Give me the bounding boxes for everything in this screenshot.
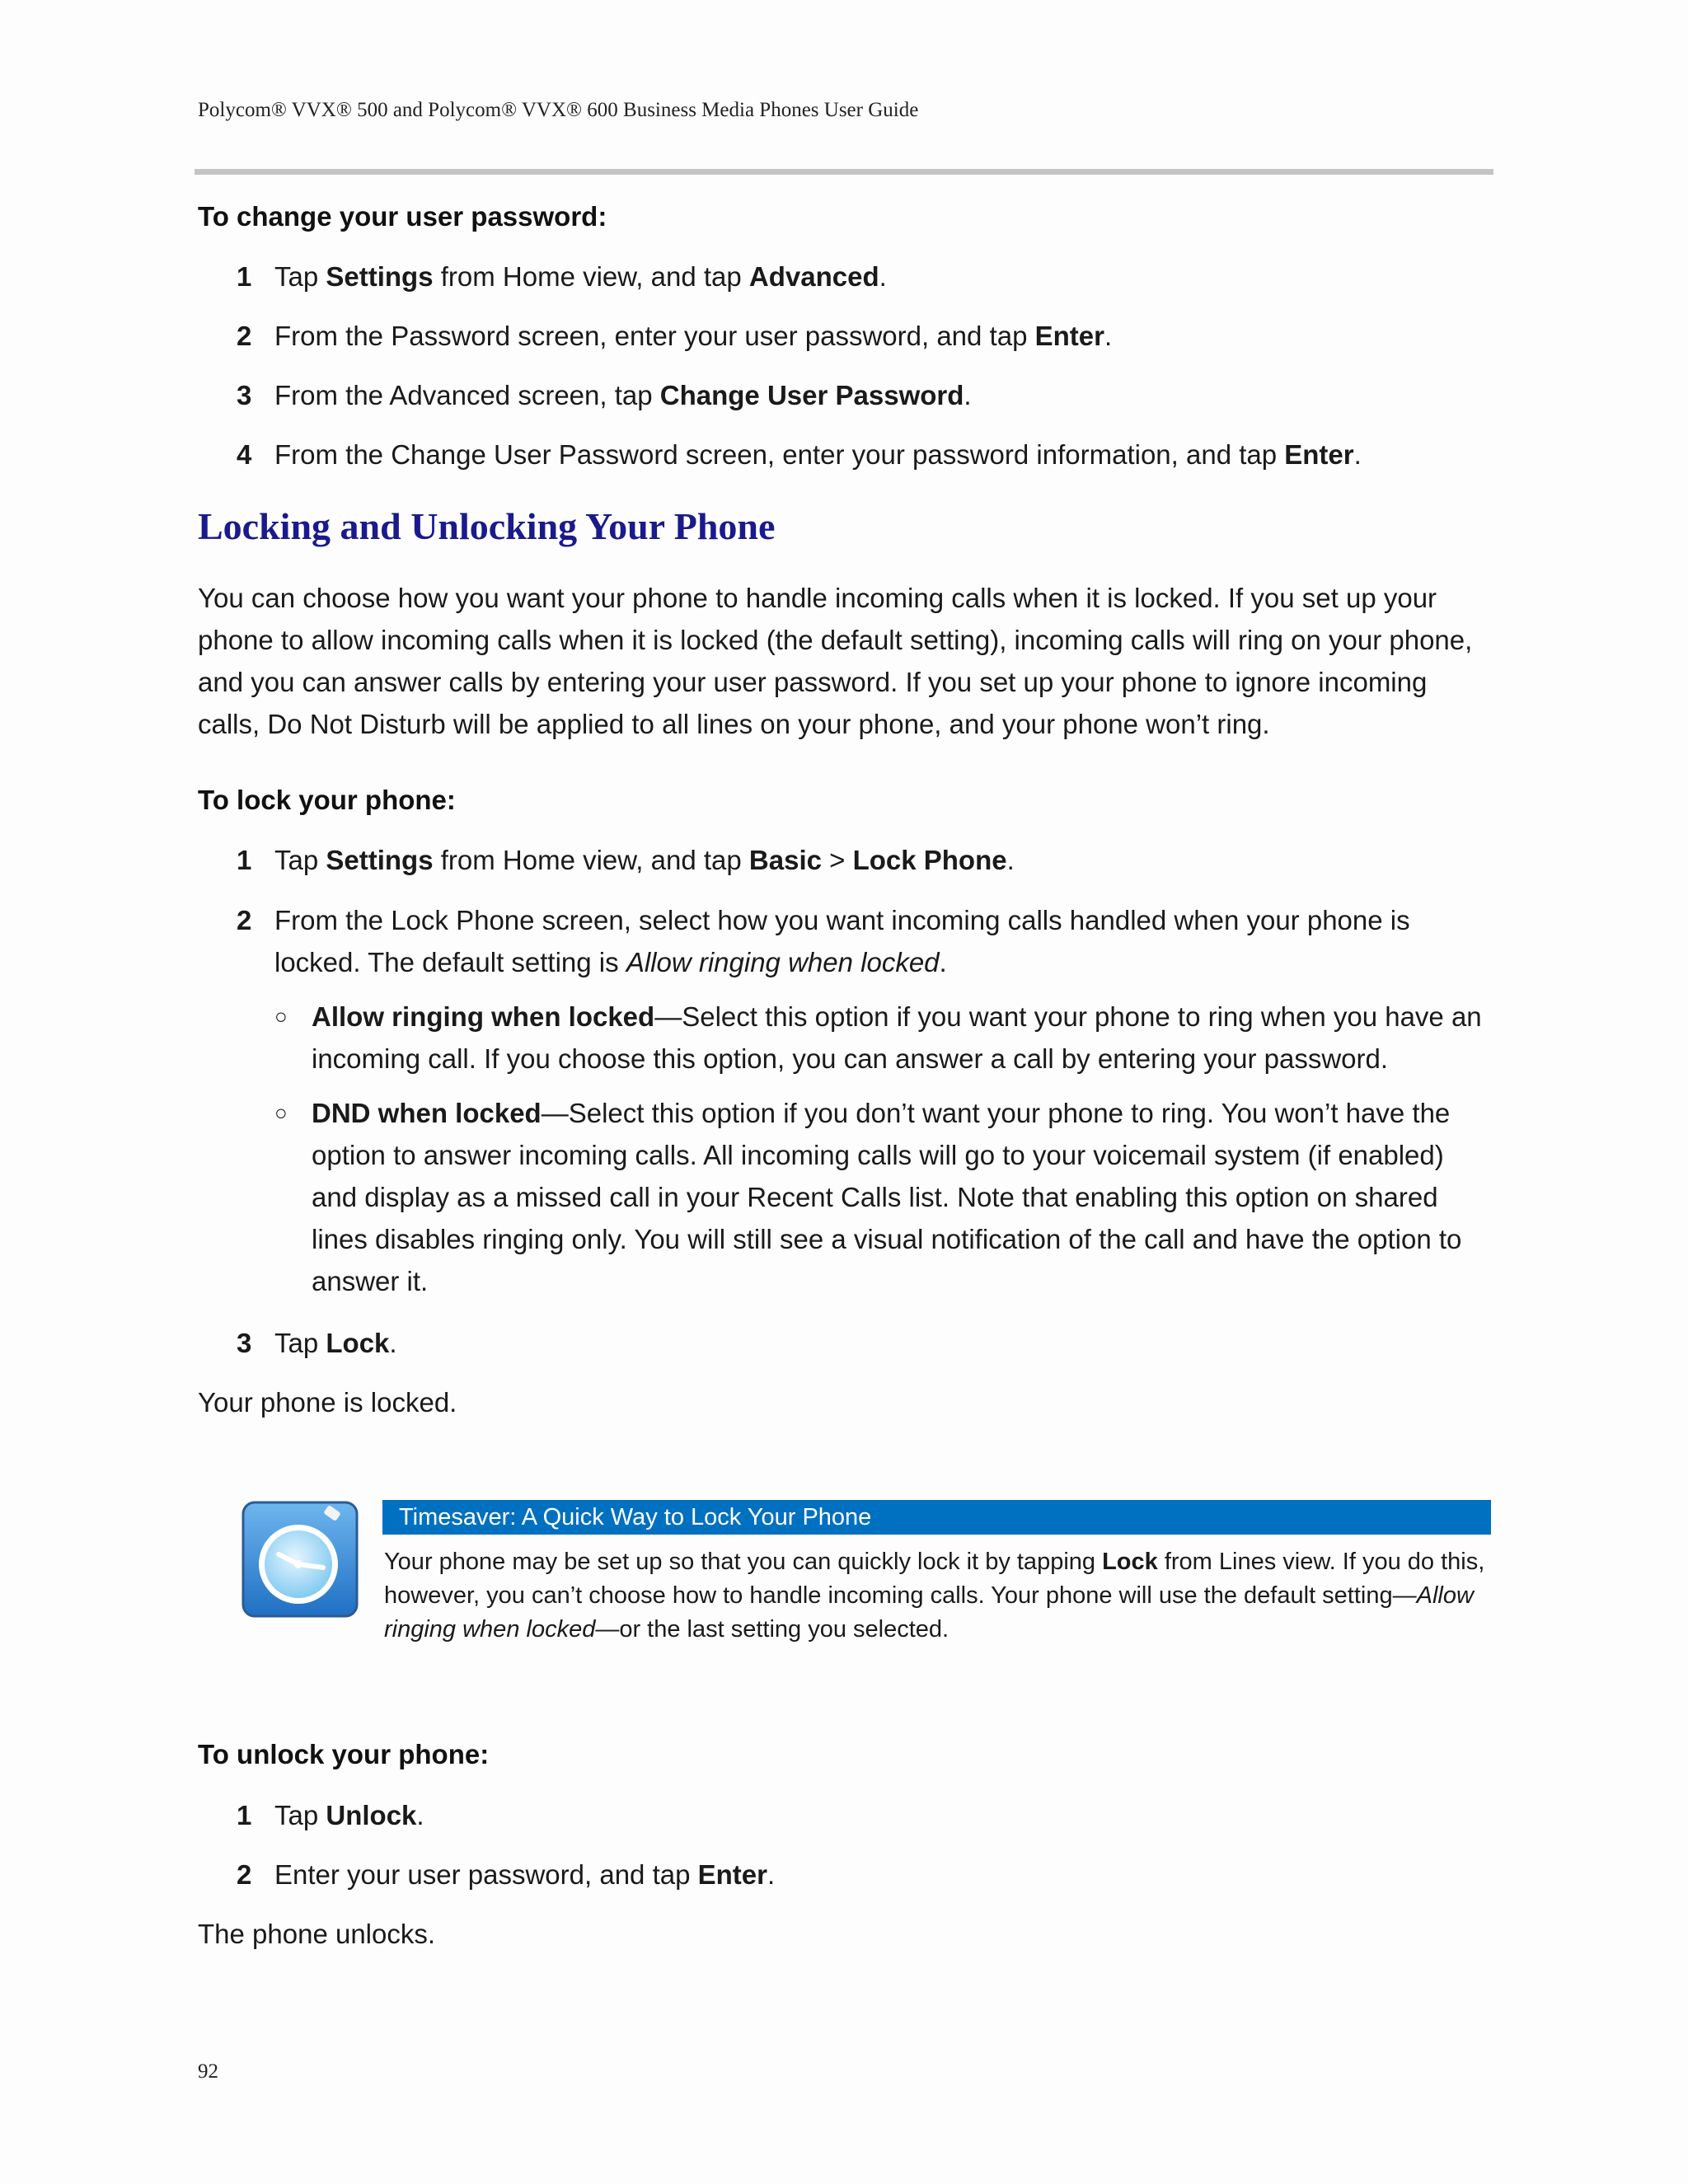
change-password-title: To change your user password: bbox=[198, 201, 607, 232]
option-dnd-when-locked: ○ DND when locked—Select this option if you don’t want your phone to ring. You won’t have the option to answer incoming calls. All incoming calls will go to your voicemail system (if enabled) and display as a missed call in your Recent Calls list. Note that enabling this option on shared lines disables ringing only. You will still see a visual notification of the call and have the option to answer it. bbox=[274, 1092, 1494, 1302]
unlock-result: The phone unlocks. bbox=[198, 1919, 436, 1949]
option-name: Allow ringing when locked bbox=[626, 947, 940, 977]
bullet-mark: ○ bbox=[274, 1100, 288, 1125]
option-term: Allow ringing when locked bbox=[312, 1001, 655, 1032]
ui-term: Settings bbox=[326, 261, 434, 292]
change-password-step-2: 2 From the Password screen, enter your user password, and tap Enter. bbox=[237, 315, 1489, 357]
lock-phone-step-2: 2 From the Lock Phone screen, select how you want incoming calls handled when your phone is locked. The default setting is Allow ringing when locked. bbox=[237, 899, 1489, 983]
option-allow-ringing: ○ Allow ringing when locked—Select this option if you want your phone to ring when you have an incoming call. If you choose this option, you can answer a call by entering your password. bbox=[274, 996, 1494, 1080]
tip-body: Your phone may be set up so that you can quickly lock it by tapping Lock from Lines view. If you do this, however, you can’t choose how to handle incoming calls. Your phone will use the default setting—Allow ringing when locked—or the last setting you selected. bbox=[384, 1549, 1485, 1643]
ui-term: Enter bbox=[697, 1859, 767, 1890]
ui-term: Advanced bbox=[748, 261, 879, 292]
step-number: 3 bbox=[237, 380, 252, 410]
lock-phone-step-1: 1 Tap Settings from Home view, and tap Basic > Lock Phone. bbox=[237, 839, 1489, 881]
ui-term: Basic bbox=[748, 845, 822, 875]
unlock-phone-step-1: 1 Tap Unlock. bbox=[237, 1794, 1489, 1836]
step-number: 1 bbox=[237, 845, 252, 875]
ui-term: Unlock bbox=[326, 1800, 417, 1830]
step-number: 3 bbox=[237, 1328, 252, 1358]
ui-term: Settings bbox=[326, 845, 434, 875]
step-number: 1 bbox=[237, 261, 252, 292]
option-term: DND when locked bbox=[312, 1098, 542, 1128]
step-number: 2 bbox=[237, 321, 252, 351]
section-heading: Locking and Unlocking Your Phone bbox=[198, 505, 776, 547]
ui-term: Lock Phone bbox=[852, 845, 1007, 875]
header-divider bbox=[195, 169, 1493, 175]
lock-phone-title: To lock your phone: bbox=[198, 785, 456, 815]
ui-term: Lock bbox=[1102, 1549, 1158, 1575]
change-password-step-3: 3 From the Advanced screen, tap Change User Password. bbox=[237, 374, 1489, 416]
step-number: 2 bbox=[237, 905, 252, 935]
unlock-phone-step-2: 2 Enter your user password, and tap Enter. bbox=[237, 1854, 1489, 1896]
lock-phone-step-3: 3 Tap Lock. bbox=[237, 1322, 1489, 1364]
unlock-phone-title: To unlock your phone: bbox=[198, 1739, 490, 1769]
section-intro: You can choose how you want your phone to handle incoming calls when it is locked. If you set up your phone to allow incoming calls when it is locked (the default setting), incoming calls will ring on your phone, and you can answer calls by entering your user password. If you set up your phone to ignore incoming calls, Do Not Disturb will be applied to all lines on your phone, and your phone won’t ring. bbox=[198, 583, 1473, 739]
ui-term: Lock bbox=[326, 1328, 390, 1358]
ui-term: Enter bbox=[1284, 439, 1354, 470]
page-number: 92 bbox=[198, 2060, 218, 2083]
step-number: 4 bbox=[237, 439, 252, 470]
step-number: 1 bbox=[237, 1800, 252, 1830]
running-header: Polycom® VVX® 500 and Polycom® VVX® 600 Business Media Phones User Guide bbox=[198, 99, 919, 121]
change-password-step-1: 1 Tap Settings from Home view, and tap Advanced. bbox=[237, 255, 1489, 298]
step-number: 2 bbox=[237, 1859, 252, 1890]
tip-title-bar: Timesaver: A Quick Way to Lock Your Phone bbox=[382, 1500, 1491, 1535]
lock-result: Your phone is locked. bbox=[198, 1387, 457, 1418]
option-name: Allow ringing when locked bbox=[384, 1582, 1474, 1643]
bullet-mark: ○ bbox=[274, 1004, 288, 1029]
ui-term: Change User Password bbox=[659, 380, 964, 410]
ui-term: Enter bbox=[1034, 321, 1104, 351]
change-password-step-4: 4 From the Change User Password screen, enter your password information, and tap Enter. bbox=[237, 434, 1489, 476]
stopwatch-icon bbox=[241, 1500, 359, 1619]
